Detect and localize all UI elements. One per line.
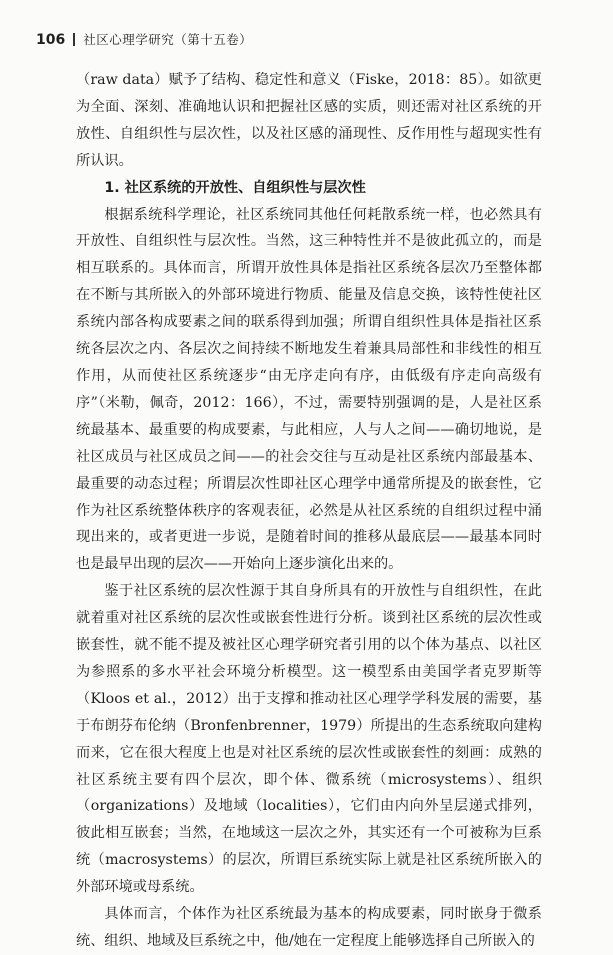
body-text <box>76 67 542 955</box>
running-title: 社区心理学研究（第十五卷） <box>83 32 253 47</box>
paragraph-continued: （raw data）赋予了结构、稳定性和意义（Fiske，2018：85）。如欲更为全面、深刻、准确地认识和把握社区感的实质，则还需对社区系统的开放性、自组织性与层次性，以及社区感的涌现性、反作用性与超现实性有所认识。 <box>76 72 542 169</box>
paragraph-individual: 具体而言，个体作为社区系统最为基本的构成要素，同时嵌身于微系统、组织、地域及巨系统之中，他/她在一定程度上能够选择自己所嵌入的 <box>76 906 542 949</box>
header-divider <box>73 33 75 46</box>
paragraph-nested-levels: 鉴于社区系统的层次性源于其自身所具有的开放性与自组织性，在此就着重对社区系统的层次性或嵌套性进行分析。谈到社区系统的层次性或嵌套性，就不能不提及被社区心理学研究者引用的以个体为基点、以社区为参照系的多水平社会环境分析模型。这一模型系由美国学者克罗斯等（Kloos et al.，2012）出于支撑和推动社区心理学学科发展的需要，基于布朗芬布伦纳（Bronfenbrenner，1979）所提出的生态系统取向建构而来，它在很大程度上也是对社区系统的层次性或嵌套性的刻画：成熟的社区系统主要有四个层次，即个体、微系统（microsystems）、组织（organizations）及地域（localities），它们由内向外呈层递式排列，彼此相互嵌套；当然，在地域这一层次之外，其实还有一个可被称为巨系统（macrosystems）的层次，所谓巨系统实际上就是社区系统所嵌入的外部环境或母系统。 <box>76 583 542 896</box>
paragraph-system-properties: 根据系统科学理论，社区系统同其他任何耗散系统一样，也必然具有开放性、自组织性与层次性。当然，这三种特性并不是彼此孤立的，而是相互联系的。具体而言，所谓开放性具体是指社区系统各层次乃至整体都在不断与其所嵌入的外部环境进行物质、能量及信息交换，该特性使社区系统内部各构成要素之间的联系得到加强；所谓自组织性具体是指社区系统各层次之内、各层次之间持续不断地发生着兼具局部性和非线性的相互作用，从而使社区系统逐步“由无序走向有序，由低级有序走向高级有序”（米勒，佩奇，2012：166），不过，需要特别强调的是，人是社区系统最基本、最重要的构成要素，与此相应，人与人之间——确切地说，是社区成员与社区成员之间——的社会交往与互动是社区系统内部最基本、最重要的动态过程；所谓层次性即社区心理学中通常所提及的嵌套性，它作为社区系统整体秩序的客观表征，必然是从社区系统的自组织过程中涌现出来的，或者更进一步说，是随着时间的推移从最底层——最基本同时也是最早出现的层次——开始向上逐步演化出来的。 <box>76 206 542 573</box>
page-header <box>36 30 252 48</box>
section-heading: 1. 社区系统的开放性、自组织性与层次性 <box>104 179 366 196</box>
page-number: 106 <box>36 32 66 48</box>
